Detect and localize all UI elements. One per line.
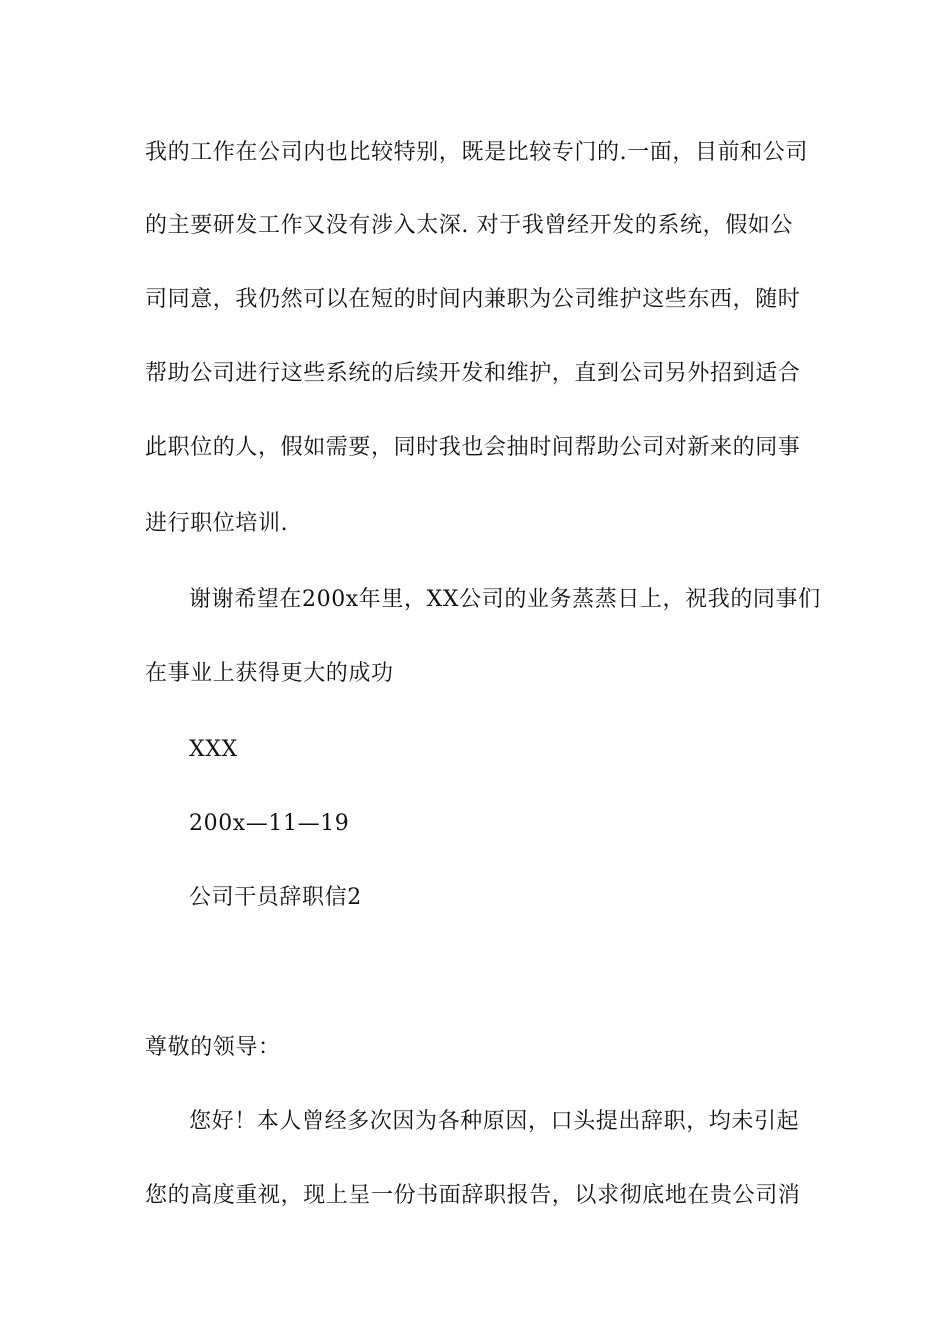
paragraph-2-line-1: 谢谢希望在200x年里，XX公司的业务蒸蒸日上，祝我的同事们 <box>189 587 821 612</box>
letter-date: 200x—11—19 <box>189 811 350 836</box>
section-title: 公司干员辞职信2 <box>189 885 362 910</box>
paragraph-3-line-1: 您好！本人曾经多次因为各种原因，口头提出辞职，均未引起 <box>189 1109 800 1134</box>
salutation: 尊敬的领导： <box>145 1035 281 1060</box>
paragraph-1-line-2: 的主要研发工作又没有涉入太深. 对于我曾经开发的系统，假如公 <box>145 213 793 238</box>
paragraph-2-line-2: 在事业上获得更大的成功 <box>145 661 394 686</box>
paragraph-1-line-6: 进行职位培训. <box>145 511 289 536</box>
paragraph-1-line-5: 此职位的人，假如需要，同时我也会抽时间帮助公司对新来的同事 <box>145 435 801 460</box>
paragraph-1-line-1: 我的工作在公司内也比较特别，既是比较专门的.一面，目前和公司 <box>145 140 808 165</box>
paragraph-3-line-2: 您的高度重视，现上呈一份书面辞职报告，以求彻底地在贵公司消 <box>145 1183 801 1208</box>
paragraph-1-line-4: 帮助公司进行这些系统的后续开发和维护，直到公司另外招到适合 <box>145 361 801 386</box>
signature: XXX <box>189 737 238 762</box>
paragraph-1-line-3: 司同意，我仍然可以在短的时间内兼职为公司维护这些东西，随时 <box>145 287 801 312</box>
